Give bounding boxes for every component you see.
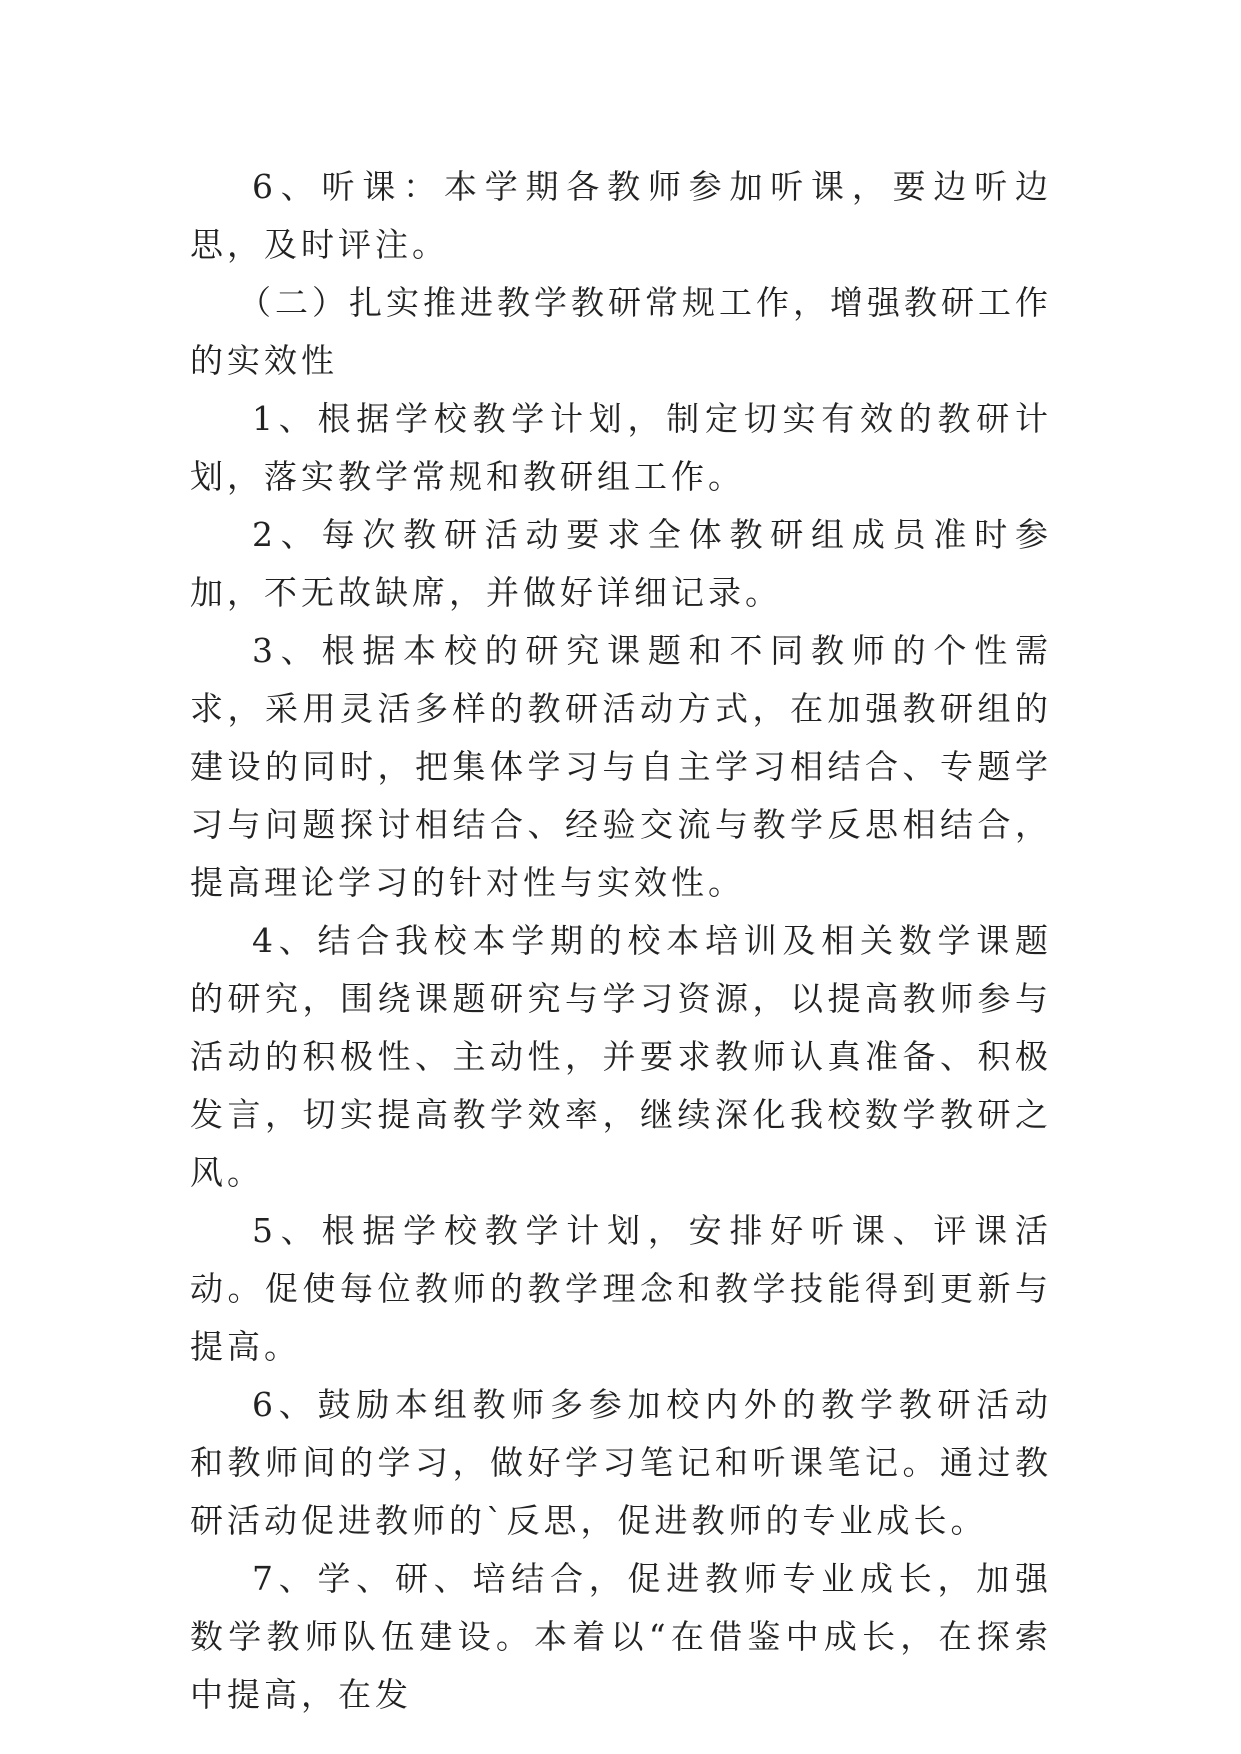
paragraph-item-2: 2、每次教研活动要求全体教研组成员准时参加，不无故缺席，并做好详细记录。 — [190, 515, 1052, 612]
paragraph-item-7: 7、学、研、培结合，促进教师专业成长，加强数学教师队伍建设。本着以“在借鉴中成长，在探索中提高，在发 — [190, 1559, 1052, 1714]
paragraph-item-1: 1、根据学校教学计划，制定切实有效的教研计划，落实教学常规和教研组工作。 — [190, 399, 1052, 496]
paragraph-item-4: 4、结合我校本学期的校本培训及相关数学课题的研究，围绕课题研究与学习资源，以提高教师参与活动的积极性、主动性，并要求教师认真准备、积极发言，切实提高教学效率，继续深化我校数学教研之风。 — [190, 921, 1052, 1192]
section-heading: （二）扎实推进教学教研常规工作，增强教研工作的实效性 — [190, 283, 1052, 380]
paragraph-item-3: 3、根据本校的研究课题和不同教师的个性需求，采用灵活多样的教研活动方式，在加强教研组的建设的同时，把集体学习与自主学习相结合、专题学习与问题探讨相结合、经验交流与教学反思相结合，提高理论学习的针对性与实效性。 — [190, 631, 1052, 902]
paragraph-listening: 6、听课：本学期各教师参加听课，要边听边思，及时评注。 — [190, 167, 1052, 264]
paragraph-item-5: 5、根据学校教学计划，安排好听课、评课活动。促使每位教师的教学理念和教学技能得到更新与提高。 — [190, 1211, 1052, 1366]
paragraph-item-6: 6、鼓励本组教师多参加校内外的教学教研活动和教师间的学习，做好学习笔记和听课笔记。通过教研活动促进教师的`反思，促进教师的专业成长。 — [190, 1385, 1052, 1540]
document-body — [190, 158, 1052, 1724]
